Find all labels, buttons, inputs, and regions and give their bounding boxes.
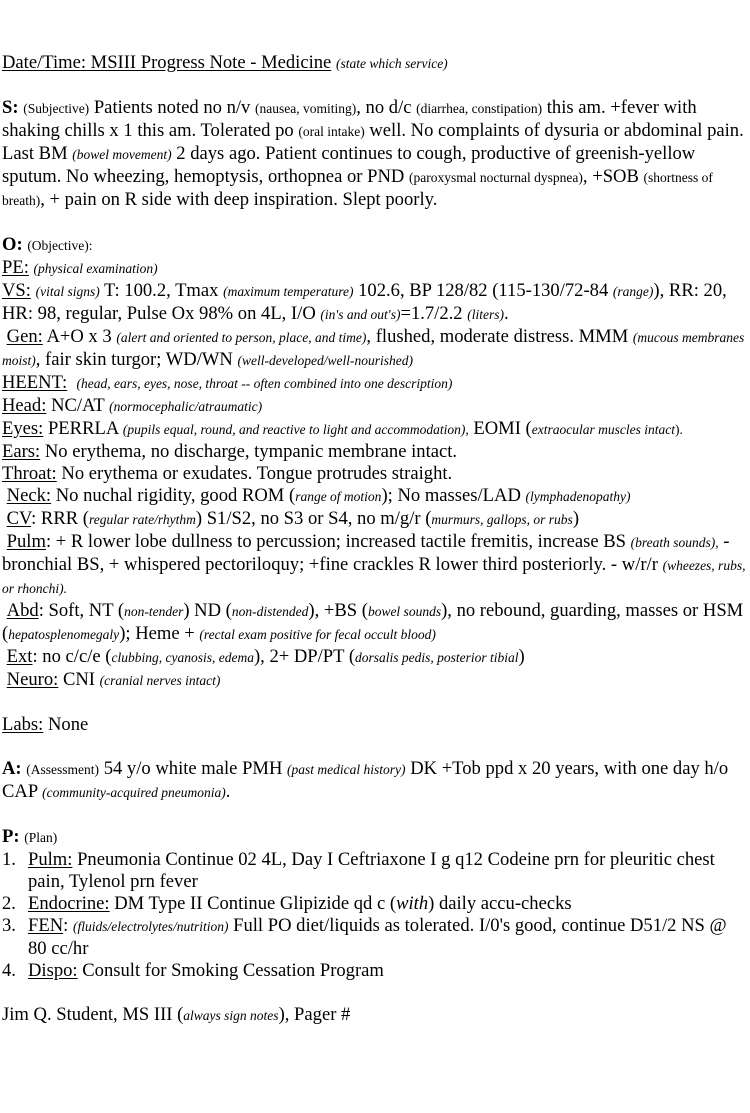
ears-line: Ears: No erythema, no discharge, tympanic membrane intact. (2, 441, 458, 462)
plan-item: 1. Pulm: Pneumonia Continue 02 4L, Day I Ceftriaxone I g q12 Codeine prn for pleuritic chest pain, Tylenol prn fever (2, 849, 715, 892)
subjective-section: S: (Subjective) Patients noted no n/v (nausea, vomiting), no d/c (diarrhea, constipation) this am. +fever with shaking chills x 1 this am. Tolerated po (oral intake) well. No complaints of dysuria or abdominal pain. Last BM (bowel movement) 2 days ago. Patient continues to cough, productive of greenish-yellow sputum. No wheezing, hemoptysis, orthopnea or PND (paroxysmal nocturnal dyspnea), +SOB (shortness of breath), + pain on R side with deep inspiration. Slept poorly. (2, 97, 744, 210)
signature-line: Jim Q. Student, MS III (always sign notes), Pager # (2, 1004, 351, 1025)
head-line: Head: NC/AT (normocephalic/atraumatic) (2, 395, 263, 416)
throat-line: Throat: No erythema or exudates. Tongue protrudes straight. (2, 463, 453, 484)
labs-line: Labs: None (2, 714, 89, 735)
gen-line: Gen: A+O x 3 (alert and oriented to person, place, and time), flushed, moderate distress. MMM (mucous membranes moist), fair skin turgor; WD/WN (well-developed/well-nourished) (2, 326, 745, 370)
heent-line: HEENT: (head, ears, eyes, nose, throat -- often combined into one description) (2, 372, 453, 393)
note-title (2, 52, 746, 75)
neuro-line: Neuro: CNI (cranial nerves intact) (6, 669, 221, 690)
pulm-line: Pulm: + R lower lobe dullness to percussion; increased tactile fremitis, increase BS (breath sounds), - bronchial BS, + whispered pectoriloquy; +fine crackles R lower third posteriorly. - w/r/r (wheezes, rubs, or rhonchi). (2, 531, 746, 596)
plan-item: 4. Dispo: Consult for Smoking Cessation Program (2, 960, 384, 981)
cv-line: CV: RRR (regular rate/rhythm) S1/S2, no S3 or S4, no m/g/r (murmurs, gallops, or rubs) (6, 508, 580, 529)
vs-line: VS: (vital signs) T: 100.2, Tmax (maximum temperature) 102.6, BP 128/82 (115-130/72-84 (range)), RR: 20, HR: 98, regular, Pulse Ox 98% on 4L, I/O (in's and out's)=1.7/2.2 (liters). (2, 280, 727, 324)
neck-line: Neck: No nuchal rigidity, good ROM (range of motion); No masses/LAD (lymphadenopathy) (6, 485, 631, 506)
title-text: Date/Time: MSIII Progress Note - Medicine (2, 52, 332, 73)
pe-line: PE: (physical examination) (2, 257, 158, 278)
assessment-section: A: (Assessment) 54 y/o white male PMH (past medical history) DK +Tob ppd x 20 years, with one day h/o CAP (community-acquired pneumonia). (2, 758, 729, 802)
abd-line: Abd: Soft, NT (non-tender) ND (non-distended), +BS (bowel sounds), no rebound, guarding, masses or HSM (hepatosplenomegaly); Heme + (rectal exam positive for fecal occult blood) (2, 600, 744, 644)
title-note: (state which service) (335, 56, 448, 71)
plan-label: P: (2, 826, 20, 847)
eyes-line: Eyes: PERRLA (pupils equal, round, and reactive to light and accommodation), EOMI (extraocular muscles intact). (2, 418, 683, 439)
objective-heading: O: (Objective): (2, 234, 93, 255)
plan-heading: P: (Plan) (2, 826, 58, 847)
plan-list (2, 849, 746, 982)
ext-line: Ext: no c/c/e (clubbing, cyanosis, edema), 2+ DP/PT (dorsalis pedis, posterior tibial) (6, 646, 525, 667)
plan-item: 3. FEN: (fluids/electrolytes/nutrition) Full PO diet/liquids as tolerated. I/0's good, continue D51/2 NS @ 80 cc/hr (2, 915, 727, 959)
objective-label: O: (2, 234, 23, 255)
subjective-label: S: (2, 97, 19, 118)
assessment-label: A: (2, 758, 22, 779)
plan-item: 2. Endocrine: DM Type II Continue Glipizide qd c (with) daily accu-checks (2, 893, 572, 914)
